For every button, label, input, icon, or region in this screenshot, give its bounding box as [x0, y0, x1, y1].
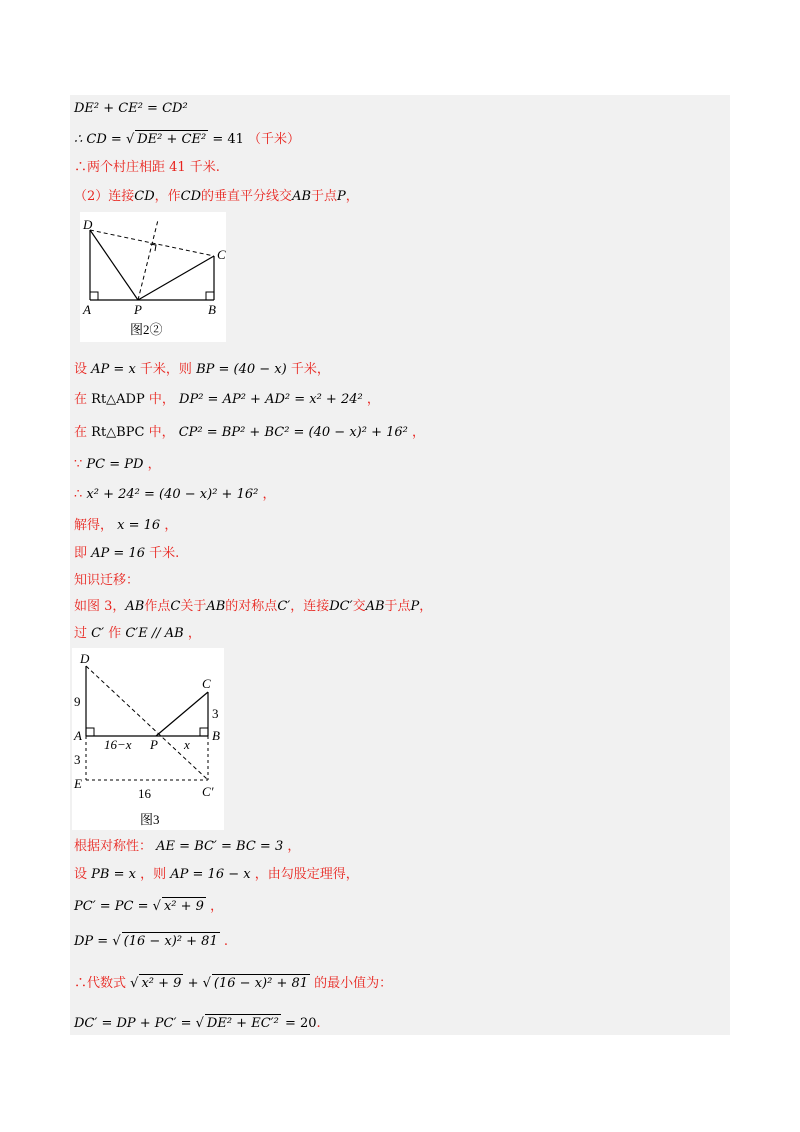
conclusion-text: ∴两个村庄相距 41 千米. [74, 160, 220, 175]
math-eq: AP = 16 − x [170, 867, 251, 882]
text-seg: ∴代数式 [74, 976, 127, 991]
triangle-bpc-equation [74, 424, 425, 442]
math-ab: AB [365, 599, 385, 614]
text-seg: 千米. [149, 546, 180, 561]
math-eq: DP² = AP² + AD² = x² + 24² [179, 392, 363, 407]
text-seg: 知识迁移： [74, 573, 140, 588]
text-seg: 于点 [311, 189, 338, 204]
text-seg: （2）连接 [74, 189, 135, 204]
math-ap: AP = x [91, 362, 136, 377]
figure-2-diagram [80, 212, 226, 342]
step-2-construction [74, 188, 359, 206]
label-p: P [150, 737, 158, 752]
math-eq: x = 16 [117, 518, 161, 533]
text-seg: 设 [74, 867, 88, 882]
text-seg: 的最小值为： [314, 976, 393, 991]
conclusion-distance [74, 159, 220, 177]
unit-text: （千米） [248, 132, 301, 147]
text-seg: ， [262, 487, 276, 502]
math-c-prime: C′ [277, 599, 291, 614]
math-c-prime: C′ [91, 626, 105, 641]
label-c: C [202, 676, 211, 691]
sqrt-radicand: DE² + CE² [137, 132, 207, 147]
text-seg: 的对称点 [225, 599, 278, 614]
symmetry-statement [74, 838, 300, 856]
text-seg: ， [287, 839, 301, 854]
plus-sign: + [187, 976, 199, 991]
math-eq: AP = 16 [91, 546, 145, 561]
text-seg: . [316, 1016, 321, 1031]
math-triangle: Rt△BPC [91, 425, 145, 440]
sqrt-radicand: (16 − x)² + 81 [123, 934, 218, 949]
text-seg: 即 [74, 546, 88, 561]
math-eq: x² + 24² = (40 − x)² + 16² [86, 487, 259, 502]
math-ab: AB [292, 189, 312, 204]
label-p: P [134, 302, 142, 317]
text-seg: ，则 [140, 867, 167, 882]
math-eq: PC = PD [86, 457, 144, 472]
label-c: C [217, 247, 226, 262]
math-ab: AB [125, 599, 145, 614]
because-pc-pd [74, 456, 161, 474]
figure-3-diagram [72, 648, 224, 830]
figure-caption: 图2② [130, 322, 163, 337]
math-cd: CD [134, 189, 155, 204]
text-seg: 关于 [180, 599, 207, 614]
solve-x [74, 517, 177, 535]
text-seg: ， [210, 899, 224, 914]
let-ap-x [74, 361, 330, 379]
math-eq: AE = BC′ = BC = 3 [156, 839, 284, 854]
length-ap: 16−x [104, 737, 132, 752]
pc-prime-equation [74, 897, 223, 916]
equation-prefix: ∴ CD = [74, 132, 122, 147]
text-seg: 如图 3， [74, 599, 126, 614]
label-c-prime: C′ [202, 784, 214, 799]
segment-dp [90, 230, 138, 300]
text-seg: 千米， [290, 362, 330, 377]
equation-prefix: DC′ = DP + PC′ = [74, 1016, 192, 1031]
label-b: B [208, 302, 216, 317]
equation-value: = 41 [212, 132, 244, 147]
figure-3 [72, 648, 224, 830]
sqrt-sign: √ [152, 899, 161, 914]
segment-pc [138, 256, 214, 300]
sqrt-radicand: x² + 9 [141, 976, 182, 991]
sqrt-sign: √ [202, 976, 211, 991]
sqrt-radicand: DE² + EC′² [206, 1016, 279, 1031]
label-e: E [74, 776, 82, 791]
label-a: A [74, 728, 82, 743]
sqrt-sign: √ [112, 934, 121, 949]
text-seg: 根据对称性： [74, 839, 153, 854]
text-seg: 过 [74, 626, 88, 641]
length-ec: 16 [138, 786, 151, 801]
length-pb: x [184, 737, 190, 752]
text-seg: 解得， [74, 518, 114, 533]
text-seg: ， [164, 518, 178, 533]
math-dc-prime: DC′ [329, 599, 353, 614]
math-ab: AB [206, 599, 226, 614]
text-seg: ，由勾股定理得， [254, 867, 359, 882]
figure-3-construction [74, 598, 432, 616]
figure-2 [80, 212, 226, 342]
dp-equation [74, 932, 228, 951]
ap-result [74, 545, 179, 563]
label-b: B [212, 728, 220, 743]
length-ae: 3 [74, 752, 81, 767]
therefore-equation [74, 486, 276, 504]
math-eq: CP² = BP² + BC² = (40 − x)² + 16² [178, 425, 408, 440]
math-triangle: Rt△ADP [91, 392, 145, 407]
label-d: D [80, 651, 90, 666]
text-seg: 在 [74, 392, 88, 407]
let-pb-x [74, 866, 359, 884]
sqrt-sign: √ [130, 976, 139, 991]
text-seg: . [223, 934, 229, 949]
text-seg: ，连接 [290, 599, 330, 614]
text-seg: 中， [148, 392, 175, 407]
text-seg: 的垂直平分线交 [201, 189, 293, 204]
sqrt-sign: √ [125, 132, 135, 147]
math-c: C [170, 599, 181, 614]
minimum-value-statement [74, 974, 392, 993]
math-bp: BP = (40 − x) [196, 362, 287, 377]
right-angle-b [206, 292, 214, 300]
equation-text: DE² + CE² = CD² [74, 101, 188, 116]
math-p: P [410, 599, 420, 614]
segment-dc-prime [86, 666, 208, 780]
text-seg: ，作 [154, 189, 181, 204]
math-eq: C′E // AB [125, 626, 184, 641]
math-p: P [337, 189, 346, 204]
sqrt-radicand: (16 − x)² + 81 [213, 976, 309, 991]
length-ad: 9 [74, 694, 81, 709]
text-seg: ， [345, 189, 359, 204]
length-bc: 3 [212, 706, 219, 721]
text-seg: 交 [352, 599, 366, 614]
text-seg: 中， [148, 425, 175, 440]
text-seg: ， [147, 457, 161, 472]
final-result [74, 1014, 321, 1033]
text-seg: ， [412, 425, 426, 440]
label-a: A [83, 302, 91, 317]
text-seg: ， [419, 599, 433, 614]
math-cd: CD [180, 189, 202, 204]
text-seg: 作点 [144, 599, 171, 614]
text-seg: 千米，则 [139, 362, 192, 377]
figure-caption: 图3 [140, 812, 160, 827]
equation-value: = 20 [284, 1016, 317, 1031]
equation-prefix: PC′ = PC = [74, 899, 149, 914]
triangle-adp-equation [74, 391, 380, 409]
knowledge-transfer-heading [74, 572, 139, 590]
right-angle-b [200, 728, 208, 736]
right-angle-a [90, 292, 98, 300]
equation-cd-value [74, 130, 300, 149]
draw-parallel [74, 625, 201, 643]
text-seg: ， [366, 392, 380, 407]
text-seg: ， [187, 626, 201, 641]
equation-prefix: DP = [74, 934, 109, 949]
perpendicular-bisector [138, 220, 158, 300]
label-d: D [83, 217, 93, 232]
sqrt-sign: √ [195, 1016, 204, 1031]
math-eq: PB = x [91, 867, 136, 882]
text-seg: ∵ [74, 457, 83, 472]
text-seg: 作 [108, 626, 122, 641]
equation-de-ce-cd [74, 100, 188, 118]
text-seg: 于点 [384, 599, 411, 614]
text-seg: 设 [74, 362, 88, 377]
text-seg: 在 [74, 425, 88, 440]
sqrt-radicand: x² + 9 [163, 899, 204, 914]
right-angle-a [86, 728, 94, 736]
text-seg: ∴ [74, 487, 83, 502]
